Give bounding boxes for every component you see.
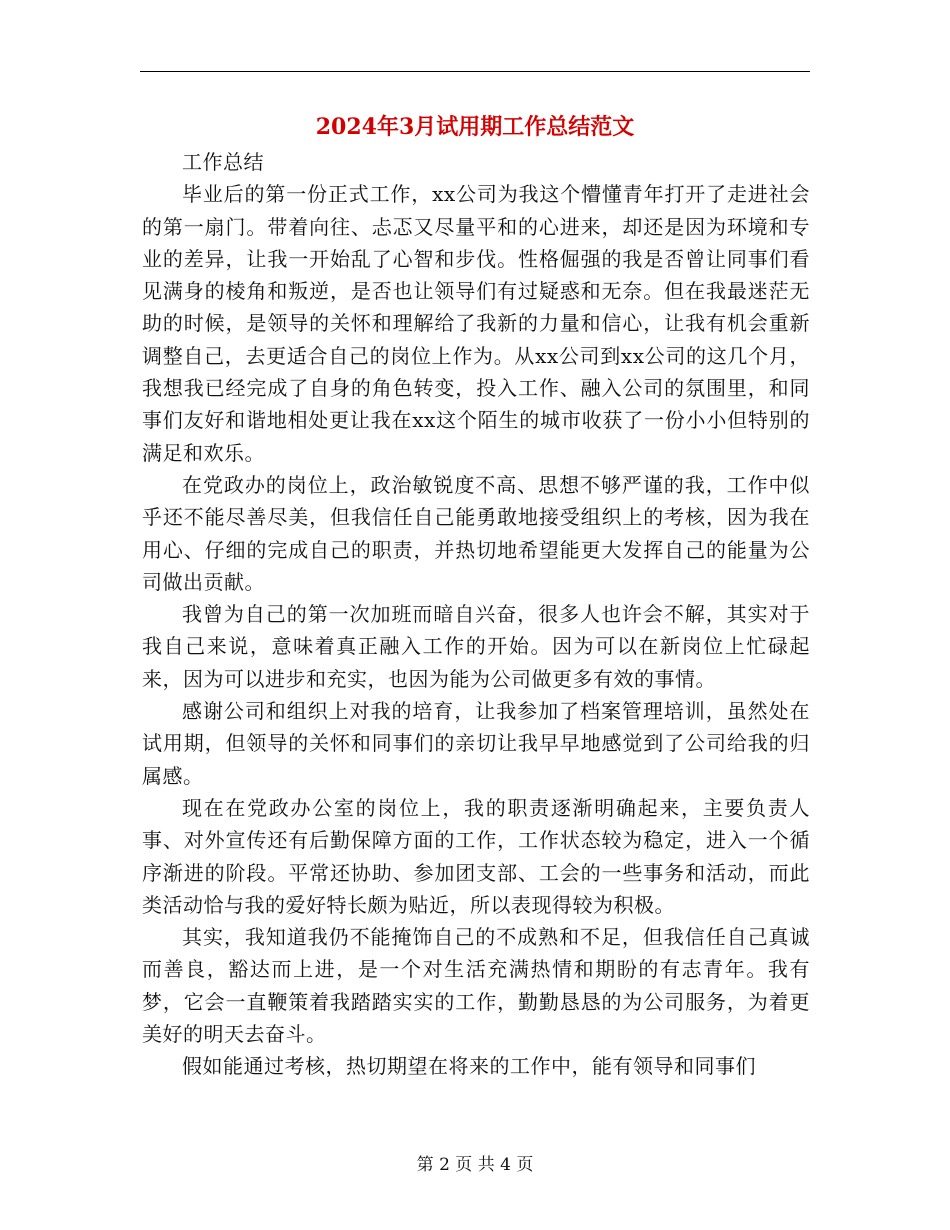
body-paragraph: 假如能通过考核，热切期望在将来的工作中，能有领导和同事们 <box>182 1054 756 1079</box>
header-rule <box>140 71 810 72</box>
body-paragraph: 我曾为自己的第一次加班而暗自兴奋，很多人也许会不解，其实对于我自己来说，意味着真正融入工作的开始。因为可以在新岗位上忙碌起来，因为可以进步和充实，也因为能为公司做更多有效的事情。 <box>142 602 810 691</box>
document-title: 2024年3月试用期工作总结范文 <box>315 114 635 140</box>
section-heading: 工作总结 <box>182 150 264 174</box>
body-paragraph: 毕业后的第一份正式工作，xx公司为我这个懵懂青年打开了走进社会的第一扇门。带着向往、忐忑又尽量平和的心进来，却还是因为环境和专业的差异，让我一开始乱了心智和步伐。性格倔强的我是否曾让同事们看见满身的棱角和叛逆，是否也让领导们有过疑惑和无奈。但在我最迷茫无助的时候，是领导的关怀和理解给了我新的力量和信心，让我有机会重新调整自己，去更适合自己的岗位上作为。从xx公司到xx公司的这几个月，我想我已经完成了自身的角色转变，投入工作、融入公司的氛围里，和同事们友好和谐地相处更让我在xx这个陌生的城市收获了一份小小但特别的满足和欢乐。 <box>142 182 810 465</box>
page-number: 第 2 页 共 4 页 <box>416 1155 534 1175</box>
body-paragraph: 在党政办的岗位上，政治敏锐度不高、思想不够严谨的我，工作中似乎还不能尽善尽美，但我信任自己能勇敢地接受组织上的考核，因为我在用心、仔细的完成自己的职责，并热切地希望能更大发挥自己的能量为公司做出贡献。 <box>142 472 810 594</box>
body-paragraph: 现在在党政办公室的岗位上，我的职责逐渐明确起来，主要负责人事、对外宣传还有后勤保障方面的工作，工作状态较为稳定，进入一个循序渐进的阶段。平常还协助、参加团支部、工会的一些事务和活动，而此类活动恰与我的爱好特长颇为贴近，所以表现得较为积极。 <box>142 795 810 917</box>
document-body <box>142 146 810 1083</box>
body-paragraph: 感谢公司和组织上对我的培育，让我参加了档案管理培训，虽然处在试用期，但领导的关怀和同事们的亲切让我早早地感觉到了公司给我的归属感。 <box>142 699 810 788</box>
body-paragraph: 其实，我知道我仍不能掩饰自己的不成熟和不足，但我信任自己真诚而善良，豁达而上进，是一个对生活充满热情和期盼的有志青年。我有梦，它会一直鞭策着我踏踏实实的工作，勤勤恳恳的为公司服务，为着更美好的明天去奋斗。 <box>142 925 810 1047</box>
